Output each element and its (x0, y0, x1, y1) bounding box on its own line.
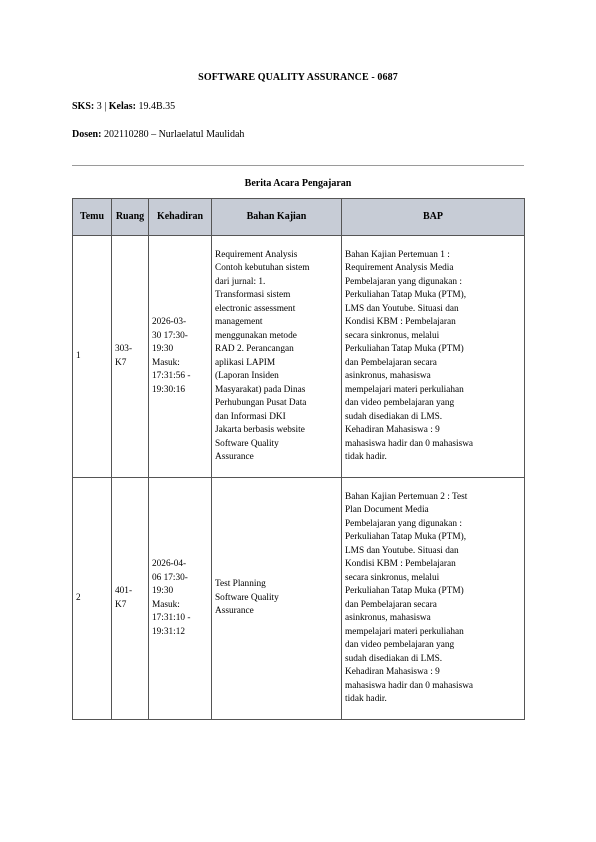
header-kehadiran: Kehadiran (149, 199, 212, 236)
header-bahan-kajian: Bahan Kajian (212, 199, 342, 236)
cell-bap: Bahan Kajian Pertemuan 2 : Test Plan Document Media Pembelajaran yang digunakan : Perkuliahan Tatap Muka (PTM), LMS dan Youtube. Situasi dan Kondisi KBM : Pembelajaran secara sinkronus, melalui Perkuliahan Tatap Muka (PTM) dan Pembelajaran secara asinkronus, mahasiswa mempelajari materi perkuliahan dan video pembelajaran yang sudah disediakan di LMS. Kehadiran Mahasiswa : 9 mahasiswa hadir dan 0 mahasiswa tidak hadir. (342, 478, 525, 720)
dosen-label: Dosen: (72, 129, 102, 140)
course-meta-line (72, 101, 175, 112)
header-bap: BAP (342, 199, 525, 236)
sks-label: SKS: (72, 101, 95, 112)
teaching-record-table (72, 198, 525, 720)
document-title: SOFTWARE QUALITY ASSURANCE - 0687 (198, 72, 398, 83)
table-row (73, 478, 525, 720)
cell-temu: 2 (73, 478, 112, 720)
cell-bap: Bahan Kajian Pertemuan 1 : Requirement Analysis Media Pembelajaran yang digunakan : Perkuliahan Tatap Muka (PTM), LMS dan Youtube. Situasi dan Kondisi KBM : Pembelajaran secara sinkronus, melalui Perkuliahan Tatap Muka (PTM) dan Pembelajaran secara asinkronus, mahasiswa mempelajari materi perkuliahan dan video pembelajaran yang sudah disediakan di LMS. Kehadiran Mahasiswa : 9 mahasiswa hadir dan 0 mahasiswa tidak hadir. (342, 236, 525, 478)
meta-separator: | (104, 101, 107, 112)
cell-bahan-kajian: Requirement Analysis Contoh kebutuhan sistem dari jurnal: 1. Transformasi sistem electronic assessment management menggunakan metode RAD 2. Perancangan aplikasi LAPIM (Laporan Insiden Masyarakat) pada Dinas Perhubungan Pusat Data dan Informasi DKI Jakarta berbasis website Software Quality Assurance (212, 236, 342, 478)
dosen-value: 202110280 – Nurlaelatul Maulidah (103, 129, 245, 140)
table-header-row (73, 199, 525, 236)
lecturer-line (72, 129, 244, 140)
cell-kehadiran: 2026-04- 06 17:30- 19:30 Masuk: 17:31:10 - 19:31:12 (149, 478, 212, 720)
cell-bahan-kajian: Test Planning Software Quality Assurance (212, 478, 342, 720)
header-temu: Temu (73, 199, 112, 236)
cell-kehadiran: 2026-03- 30 17:30- 19:30 Masuk: 17:31:56 - 19:30:16 (149, 236, 212, 478)
table-caption: Berita Acara Pengajaran (244, 178, 352, 189)
divider (72, 165, 524, 166)
sks-value: 3 (96, 101, 102, 112)
cell-ruang: 303- K7 (112, 236, 149, 478)
kelas-label: Kelas: (108, 101, 136, 112)
header-ruang: Ruang (112, 199, 149, 236)
cell-temu: 1 (73, 236, 112, 478)
cell-ruang: 401- K7 (112, 478, 149, 720)
table-row (73, 236, 525, 478)
kelas-value: 19.4B.35 (138, 101, 176, 112)
